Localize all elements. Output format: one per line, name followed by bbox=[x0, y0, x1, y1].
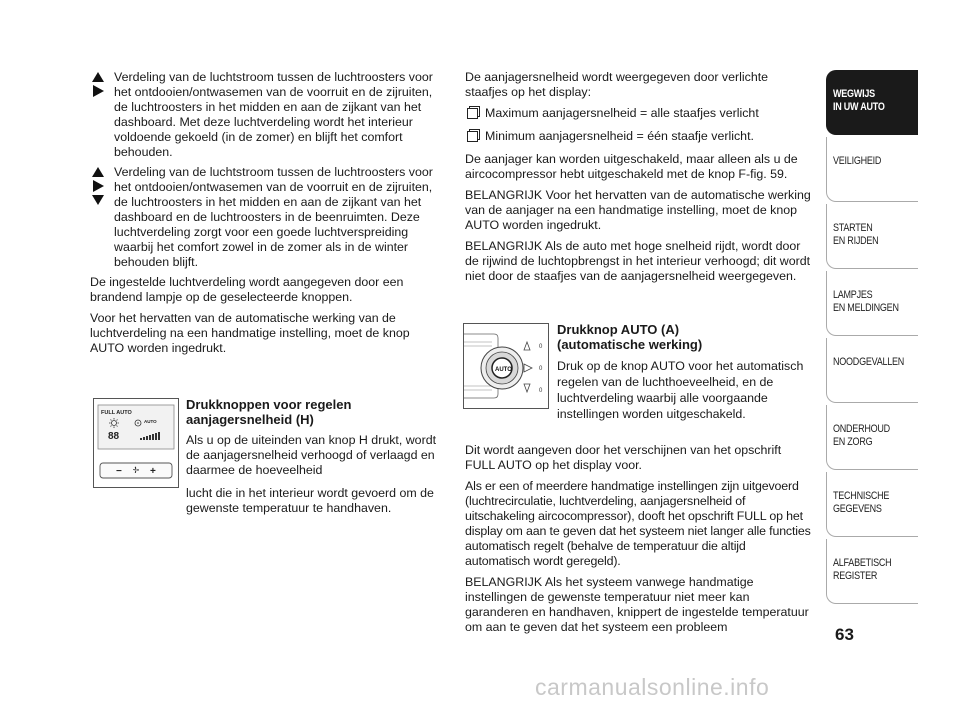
paragraph: De aanjagersnelheid wordt weergegeven door verlichte staafjes op het display: bbox=[465, 70, 769, 99]
airflow-option-1 bbox=[90, 70, 442, 160]
list-item bbox=[465, 106, 813, 121]
airflow-icons bbox=[92, 72, 106, 100]
paragraph: Voor het hervatten van de automatische werking van de luchtverdeling na een handmatige instelling, moet de knop AUTO worden ingedrukt. bbox=[90, 311, 410, 355]
paragraph: BELANGRIJK Als de auto met hoge snelheid rijdt, wordt door de rijwind de luchtopbrengst in het interieur verhoogd; dit wordt niet door de staafjes van de aanjagersnelheid weergegeven. bbox=[465, 239, 811, 283]
airflow-option-2-text: Verdeling van de luchtstroom tussen de luchtroosters voor het ontdooien/ontwasemen van de voorruit en de zijruiten, de luchtroosters in het midden en aan de zijkant van het dashboard en de luchtroosters in de beenruimten. Deze luchtverdeling zorgt voor een goede luchtverspreiding waarbij het comfort zowel in de zomer als in de winter behouden blijft. bbox=[114, 165, 433, 269]
section-auto-button bbox=[557, 322, 815, 428]
display-digits: 88 bbox=[108, 431, 120, 442]
temperature-down-icon bbox=[524, 384, 530, 392]
tab-noodgevallen[interactable] bbox=[826, 338, 918, 403]
tab-wegwijs[interactable] bbox=[826, 70, 918, 135]
tab-label: ONDERHOUD EN ZORG bbox=[833, 423, 890, 448]
auto-button-figure bbox=[463, 323, 549, 409]
tab-onderhoud[interactable] bbox=[826, 405, 918, 470]
indicator-zero: 0 bbox=[539, 344, 543, 350]
paragraph: BELANGRIJK Voor het hervatten van de automatische werking van de aanjager na een handmatige instelling, moet de knop AUTO worden ingedrukt. bbox=[465, 188, 811, 232]
tab-lampjes[interactable] bbox=[826, 271, 918, 336]
tab-label: LAMPJES EN MELDINGEN bbox=[833, 289, 899, 314]
tab-label: STARTEN EN RIJDEN bbox=[833, 222, 879, 247]
paragraph: BELANGRIJK Als het systeem vanwege handmatige instellingen de gewenste temperatuur niet meer kan garanderen en handhaven, knippert de ingestelde temperatuur om aan te geven dat het systeem een probleem bbox=[465, 575, 809, 634]
paragraph: Als er een of meerdere handmatige instellingen zijn uitgevoerd (luchtrecirculatie, luchtverdeling, aanjagersnelheid of uitschakeling aircocompressor), dooft het opschrift FULL op het display om aan te geven dat het systeem niet langer alle functies automatisch regelt (behalve de temperatuur die altijd automatisch wordt geregeld). bbox=[465, 479, 811, 568]
arrow-right-icon bbox=[93, 180, 104, 192]
airflow-option-1-text: Verdeling van de luchtstroom tussen de luchtroosters voor het ontdooien/ontwasemen van de voorruit en de zijruiten, de luchtroosters in het midden en aan de zijkant van het dashboard. Met deze luchtverdeling wordt het interieur voldoende gekoeld (in de zomer) en blijft het comfort behouden. bbox=[114, 70, 433, 159]
tab-veiligheid[interactable] bbox=[826, 137, 918, 202]
auto-panel-drawing bbox=[464, 324, 548, 408]
section-heading bbox=[557, 322, 815, 352]
airflow-option-2 bbox=[90, 165, 442, 270]
checkbox-bullet-icon bbox=[467, 131, 478, 142]
list-item-text: Maximum aanjagersnelheid = alle staafjes verlicht bbox=[485, 106, 759, 120]
tab-label: ALFABETISCH REGISTER bbox=[833, 557, 892, 582]
heading-line: Drukknop AUTO (A) bbox=[557, 322, 680, 337]
paragraph: Druk op de knop AUTO voor het automatisch regelen van de luchthoeveelheid, en de luchtverdeling waarbij alle voorgaande instellingen worden uitgeschakeld. bbox=[557, 359, 804, 421]
section-fan-speed bbox=[186, 397, 444, 522]
tab-register[interactable] bbox=[826, 539, 918, 604]
paragraph: De ingestelde luchtverdeling wordt aangegeven door een brandend lampje op de geselecteerde knoppen. bbox=[90, 275, 404, 304]
arrow-up-icon bbox=[92, 167, 104, 177]
tab-label: NOODGEVALLEN bbox=[833, 356, 905, 368]
list-item-text: Minimum aanjagersnelheid = één staafje verlicht. bbox=[485, 129, 754, 143]
left-column bbox=[90, 70, 442, 362]
fan-speed-panel-drawing bbox=[94, 399, 178, 487]
section-heading bbox=[186, 397, 444, 427]
arrow-right-icon bbox=[93, 85, 104, 97]
heading-line: (automatische werking) bbox=[557, 337, 703, 352]
arrow-down-icon bbox=[92, 195, 104, 205]
temperature-mode-icon bbox=[524, 364, 532, 372]
paragraph: lucht die in het interieur wordt gevoerd om de gewenste temperatuur te handhaven. bbox=[186, 486, 434, 515]
indicator-zero: 0 bbox=[539, 366, 543, 372]
heading-line: Drukknoppen voor regelen bbox=[186, 397, 352, 412]
airflow-icons bbox=[92, 167, 106, 208]
checkbox-bullet-icon bbox=[467, 108, 478, 119]
tab-starten[interactable] bbox=[826, 204, 918, 269]
arrow-up-icon bbox=[92, 72, 104, 82]
tab-label: TECHNISCHE GEGEVENS bbox=[833, 490, 890, 515]
paragraph: Als u op de uiteinden van knop H drukt, wordt de aanjagersnelheid verhoogd of verlaagd en daarmee de hoeveelheid bbox=[186, 433, 437, 477]
heading-line: aanjagersnelheid (H) bbox=[186, 412, 314, 427]
display-full-auto: FULL AUTO bbox=[101, 410, 132, 416]
page-number: 63 bbox=[835, 625, 854, 644]
paragraph: De aanjager kan worden uitgeschakeld, maar alleen als u de aircocompressor hebt uitgeschakeld met de knop F-fig. 59. bbox=[465, 152, 798, 181]
chapter-sidebar bbox=[826, 70, 918, 606]
paragraph: Dit wordt aangeven door het verschijnen van het opschrift FULL AUTO op het display voor. bbox=[465, 443, 782, 472]
list-item bbox=[465, 129, 813, 144]
auto-label: AUTO bbox=[495, 367, 512, 373]
fan-speed-figure bbox=[93, 398, 179, 488]
tab-technische[interactable] bbox=[826, 472, 918, 537]
right-column bbox=[465, 70, 813, 290]
fan-plus-label: + bbox=[150, 466, 156, 477]
tab-label: VEILIGHEID bbox=[833, 155, 882, 167]
indicator-zero: 0 bbox=[539, 388, 543, 394]
tab-label: WEGWIJS IN UW AUTO bbox=[833, 88, 885, 113]
display-auto: AUTO bbox=[144, 419, 157, 424]
watermark: carmanualsonline.info bbox=[535, 674, 770, 700]
fan-minus-label: − bbox=[116, 466, 122, 477]
right-lower-column bbox=[465, 443, 813, 641]
temperature-up-icon bbox=[524, 342, 530, 350]
